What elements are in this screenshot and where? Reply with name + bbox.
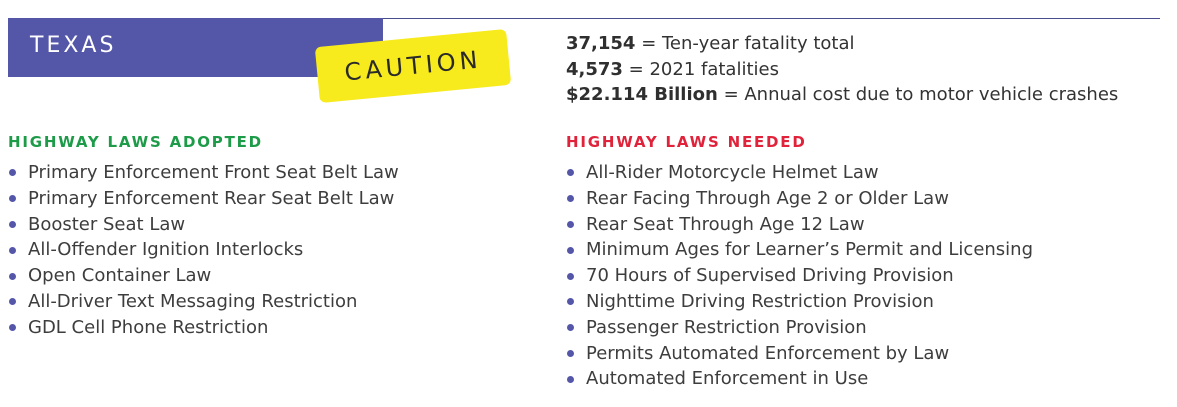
bullet-icon xyxy=(567,221,574,228)
list-item xyxy=(8,289,399,315)
bullet-icon xyxy=(567,195,574,202)
bullet-icon xyxy=(9,247,16,254)
bullet-icon xyxy=(567,169,574,176)
caution-label: CAUTION xyxy=(343,45,483,87)
stat-2021-fatalities xyxy=(566,57,1118,83)
law-label: Automated Enforcement in Use xyxy=(586,368,869,390)
bullet-icon xyxy=(567,247,574,254)
list-item xyxy=(566,263,1033,289)
list-item xyxy=(566,160,1033,186)
law-label: Minimum Ages for Learner’s Permit and Licensing xyxy=(586,239,1034,261)
list-item xyxy=(8,186,399,212)
stat-value: 37,154 xyxy=(566,33,636,54)
bullet-icon xyxy=(567,350,574,357)
bullet-icon xyxy=(567,324,574,331)
needed-laws-list xyxy=(566,160,1033,392)
law-label: All-Driver Text Messaging Restriction xyxy=(28,290,358,312)
bullet-icon xyxy=(9,221,16,228)
stats-block xyxy=(566,31,1118,108)
stat-ten-year-fatalities xyxy=(566,31,1118,57)
stat-value: 4,573 xyxy=(566,58,623,80)
law-label: Primary Enforcement Front Seat Belt Law xyxy=(28,162,399,183)
bullet-icon xyxy=(9,195,16,202)
law-label: Permits Automated Enforcement by Law xyxy=(586,342,950,364)
stat-label: = 2021 fatalities xyxy=(622,58,779,80)
list-item xyxy=(566,186,1033,212)
law-label: Passenger Restriction Provision xyxy=(586,316,867,338)
law-label: GDL Cell Phone Restriction xyxy=(28,316,269,338)
list-item xyxy=(566,212,1033,238)
stat-annual-cost xyxy=(566,82,1118,108)
bullet-icon xyxy=(9,169,16,176)
adopted-heading: HIGHWAY LAWS ADOPTED xyxy=(8,133,263,151)
adopted-laws-list xyxy=(8,160,399,341)
stat-label: = Ten-year fatality total xyxy=(635,33,855,54)
law-label: Nighttime Driving Restriction Provision xyxy=(586,290,934,312)
bullet-icon xyxy=(567,298,574,305)
list-item xyxy=(566,289,1033,315)
list-item xyxy=(8,212,399,238)
list-item xyxy=(8,263,399,289)
list-item xyxy=(8,160,399,186)
bullet-icon xyxy=(567,376,574,383)
bullet-icon xyxy=(567,273,574,280)
list-item xyxy=(566,366,1033,392)
state-name: TEXAS xyxy=(30,33,117,58)
stat-label: = Annual cost due to motor vehicle crashes xyxy=(717,84,1119,105)
law-label: All-Offender Ignition Interlocks xyxy=(28,239,304,261)
list-item xyxy=(566,341,1033,367)
needed-heading: HIGHWAY LAWS NEEDED xyxy=(566,133,807,151)
list-item xyxy=(566,315,1033,341)
stat-value: $22.114 Billion xyxy=(566,84,718,105)
bullet-icon xyxy=(9,324,16,331)
law-label: All-Rider Motorcycle Helmet Law xyxy=(586,162,879,183)
list-item xyxy=(8,315,399,341)
law-label: Open Container Law xyxy=(28,265,212,287)
law-label: Rear Facing Through Age 2 or Older Law xyxy=(586,187,949,209)
law-label: 70 Hours of Supervised Driving Provision xyxy=(586,265,954,287)
list-item xyxy=(566,237,1033,263)
bullet-icon xyxy=(9,273,16,280)
list-item xyxy=(8,237,399,263)
law-label: Booster Seat Law xyxy=(28,213,186,235)
law-label: Rear Seat Through Age 12 Law xyxy=(586,213,865,235)
law-label: Primary Enforcement Rear Seat Belt Law xyxy=(28,187,395,209)
bullet-icon xyxy=(9,298,16,305)
